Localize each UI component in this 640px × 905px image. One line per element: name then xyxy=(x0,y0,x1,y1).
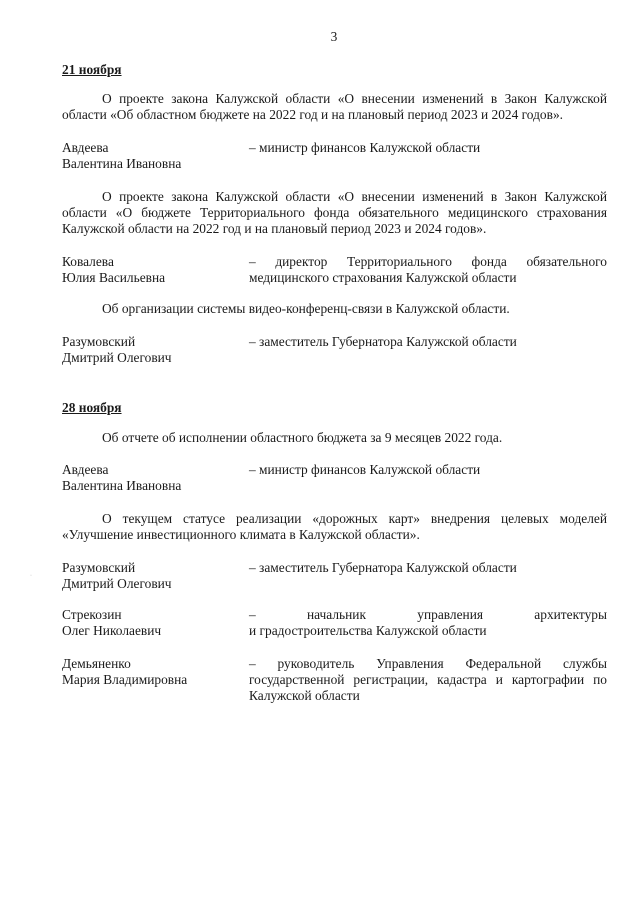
speaker-role: – заместитель Губернатора Калужской области xyxy=(249,560,517,575)
speaker-given-names: Дмитрий Олегович xyxy=(62,350,172,365)
agenda-topic: Об отчете об исполнении областного бюджета за 9 месяцев 2022 года. xyxy=(102,430,503,445)
speaker-given-names: Мария Владимировна xyxy=(62,672,188,687)
agenda-topic: О проекте закона Калужской области «О внесении изменений в Закон Калужской области «О бюджете Территориального фонда обязательного медицинского страхования Калужской области на 2022 год и на плановый период 2023 и 2024 годов». xyxy=(62,189,607,236)
agenda-topic: О проекте закона Калужской области «О внесении изменений в Закон Калужской области «Об областном бюджете на 2022 год и на плановый период 2023 и 2024 годов». xyxy=(62,91,607,122)
speaker-role: – руководитель Управления Федеральной службы государственной регистрации, кадастра и картографии по Калужской области xyxy=(249,656,607,703)
section-date-21-november: 21 ноября xyxy=(62,62,122,77)
speaker-role: – директор Территориального фонда обязательного медицинского страхования Калужской области xyxy=(249,254,607,285)
speaker-given-names: Валентина Ивановна xyxy=(62,478,182,493)
speaker-role: – министр финансов Калужской области xyxy=(249,462,481,477)
speaker-surname: Разумовский xyxy=(62,560,136,575)
speaker-given-names: Юлия Васильевна xyxy=(62,270,166,285)
section-date-28-november: 28 ноября xyxy=(62,400,122,415)
speaker-role: – заместитель Губернатора Калужской области xyxy=(249,334,517,349)
speaker-surname: Демьяненко xyxy=(62,656,131,671)
speaker-given-names: Валентина Ивановна xyxy=(62,156,182,171)
speaker-surname: Авдеева xyxy=(62,140,109,155)
speaker-role-line-2: и градостроительства Калужской области xyxy=(249,623,487,638)
margin-mark: · xyxy=(30,573,32,579)
speaker-role-line-1: – начальник управления архитектуры xyxy=(249,607,607,622)
speaker-surname: Стрекозин xyxy=(62,607,122,622)
page-number: 3 xyxy=(330,29,338,44)
agenda-topic: Об организации системы видео-конференц-связи в Калужской области. xyxy=(102,301,510,316)
speaker-given-names: Олег Николаевич xyxy=(62,623,162,638)
speaker-surname: Авдеева xyxy=(62,462,109,477)
speaker-role: – министр финансов Калужской области xyxy=(249,140,481,155)
speaker-surname: Ковалева xyxy=(62,254,114,269)
agenda-topic: О текущем статусе реализации «дорожных карт» внедрения целевых моделей «Улучшение инвестиционного климата в Калужской области». xyxy=(62,511,607,542)
speaker-given-names: Дмитрий Олегович xyxy=(62,576,172,591)
speaker-surname: Разумовский xyxy=(62,334,136,349)
